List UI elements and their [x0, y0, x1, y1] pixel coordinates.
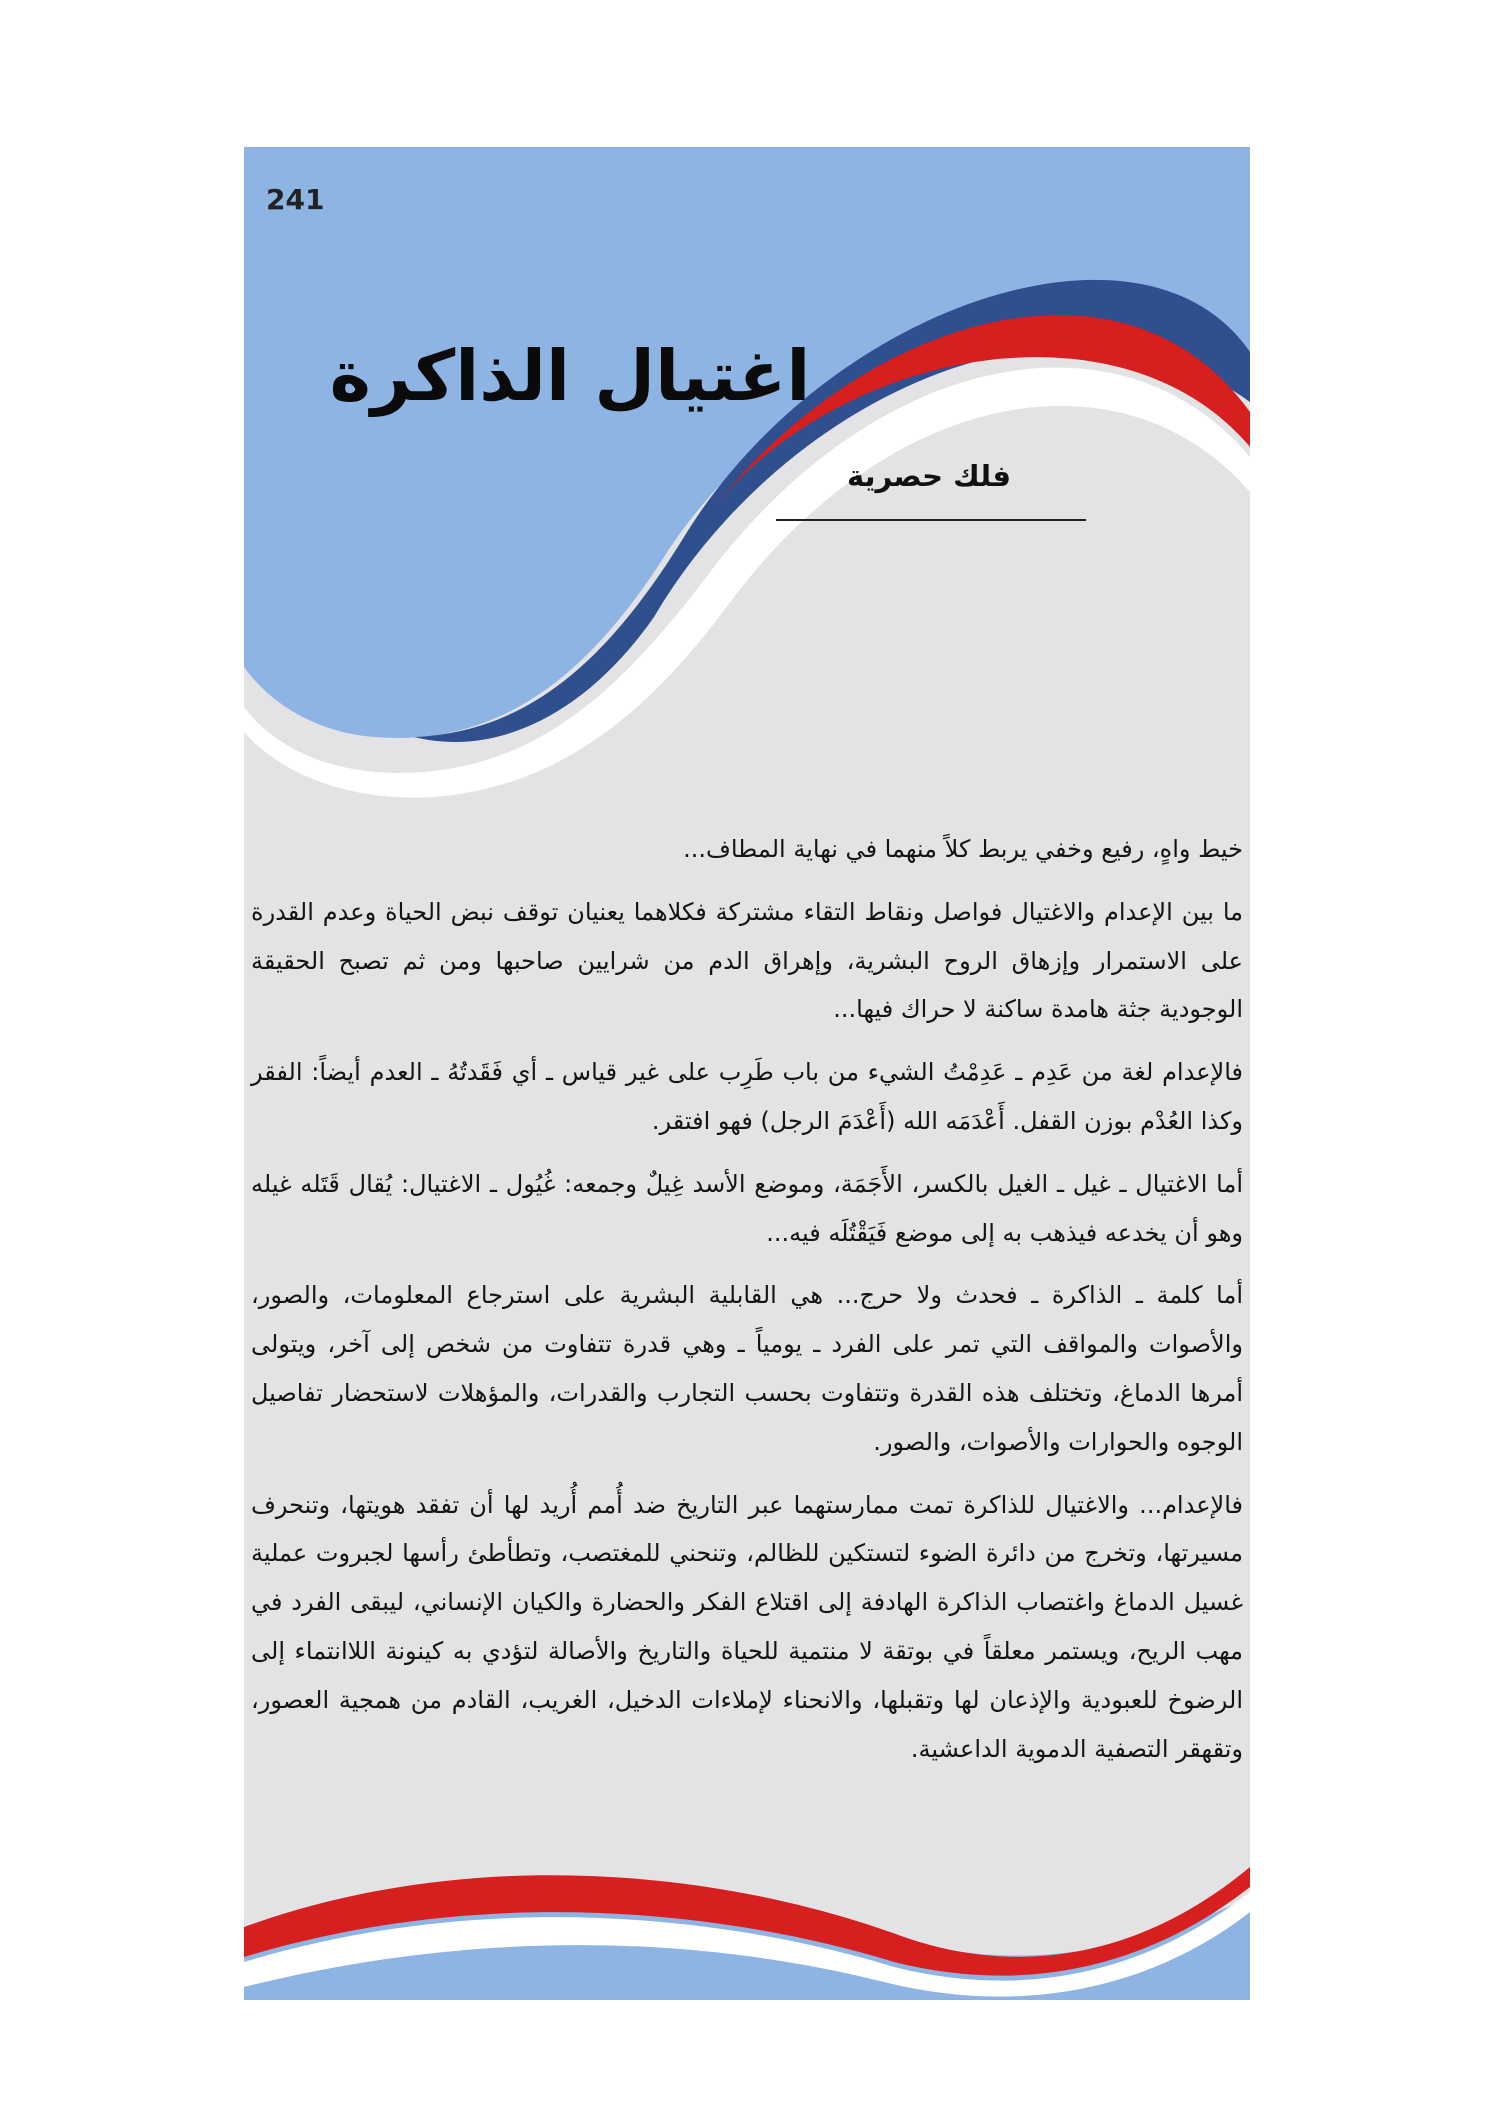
article-title: اغتيال الذاكرة [329, 335, 811, 417]
paragraph: أما الاغتيال ـ غيل ـ الغيل بالكسر، الأَجَمَة، وموضع الأسد غِيلٌ وجمعه: غُيُول ـ الاغتيال: يُقال قَتَله غيله وهو أن يخدعه فيذهب به إلى موضع فَيَقْتُلَه فيه... [251, 1169, 1243, 1247]
paragraph: فالإعدام... والاغتيال للذاكرة تمت ممارستهما عبر التاريخ ضد أُمم أُريد لها أن تفقد هويتها، وتنحرف مسيرتها، وتخرج من دائرة الضوء لتستكين للظالم، وتنحني للمغتصب، وتطأطئ رأسها لجبروت عملية غسيل الدماغ واغتصاب الذاكرة الهادفة إلى اقتلاع الفكر والحضارة والكيان الإنساني، ليبقى الفرد في مهب الريح، ويستمر معلقاً في بوتقة لا منتمية للحياة والتاريخ والأصالة لتؤدي به كينونة اللاانتماء إلى الرضوخ للعبودية والإذعان لها وتقبلها، والانحناء لإملاءات الدخيل، الغريب، القادم من همجية العصور، وتقهقر التصفية الدموية الداعشية. [251, 1490, 1243, 1763]
paragraph: ما بين الإعدام والاغتيال فواصل ونقاط التقاء مشتركة فكلاهما يعنيان توقف نبض الحياة وعدم القدرة على الاستمرار وإزهاق الروح البشرية، وإهراق الدم من شرايين صاحبها ومن ثم تصبح الحقيقة الوجودية جثة هامدة ساكنة لا حراك فيها... [251, 897, 1243, 1024]
header-blue-wave [244, 147, 1250, 738]
author-underline [776, 519, 1086, 521]
magazine-page [244, 147, 1250, 2000]
paragraph: أما كلمة ـ الذاكرة ـ فحدث ولا حرج... هي القابلية البشرية على استرجاع المعلومات، والصور، والأصوات والمواقف التي تمر على الفرد ـ يومياً ـ وهي قدرة تتفاوت من شخص إلى آخر، ويتولى أمرها الدماغ، وتختلف هذه القدرة وتتفاوت بحسب التجارب والقدرات، والمؤهلات لاستحضار تفاصيل الوجوه والحوارات والأصوات، والصور. [251, 1281, 1243, 1456]
page-number: 241 [266, 183, 325, 216]
article-body [251, 825, 1243, 1787]
author-name: فلك حصرية [847, 459, 1011, 493]
paragraph: خيط واهٍ، رفيع وخفي يربط كلاً منهما في نهاية المطاف... [683, 835, 1243, 863]
paragraph: فالإعدام لغة من عَدِم ـ عَدِمْتُ الشيء من باب طَرِب على غير قياس ـ أي فَقَدتُهُ ـ العدم أيضاً: الفقر وكذا العُدْم بوزن القفل. أَعْدَمَه الله (أَعْدَمَ الرجل) فهو افتقر. [251, 1058, 1243, 1135]
